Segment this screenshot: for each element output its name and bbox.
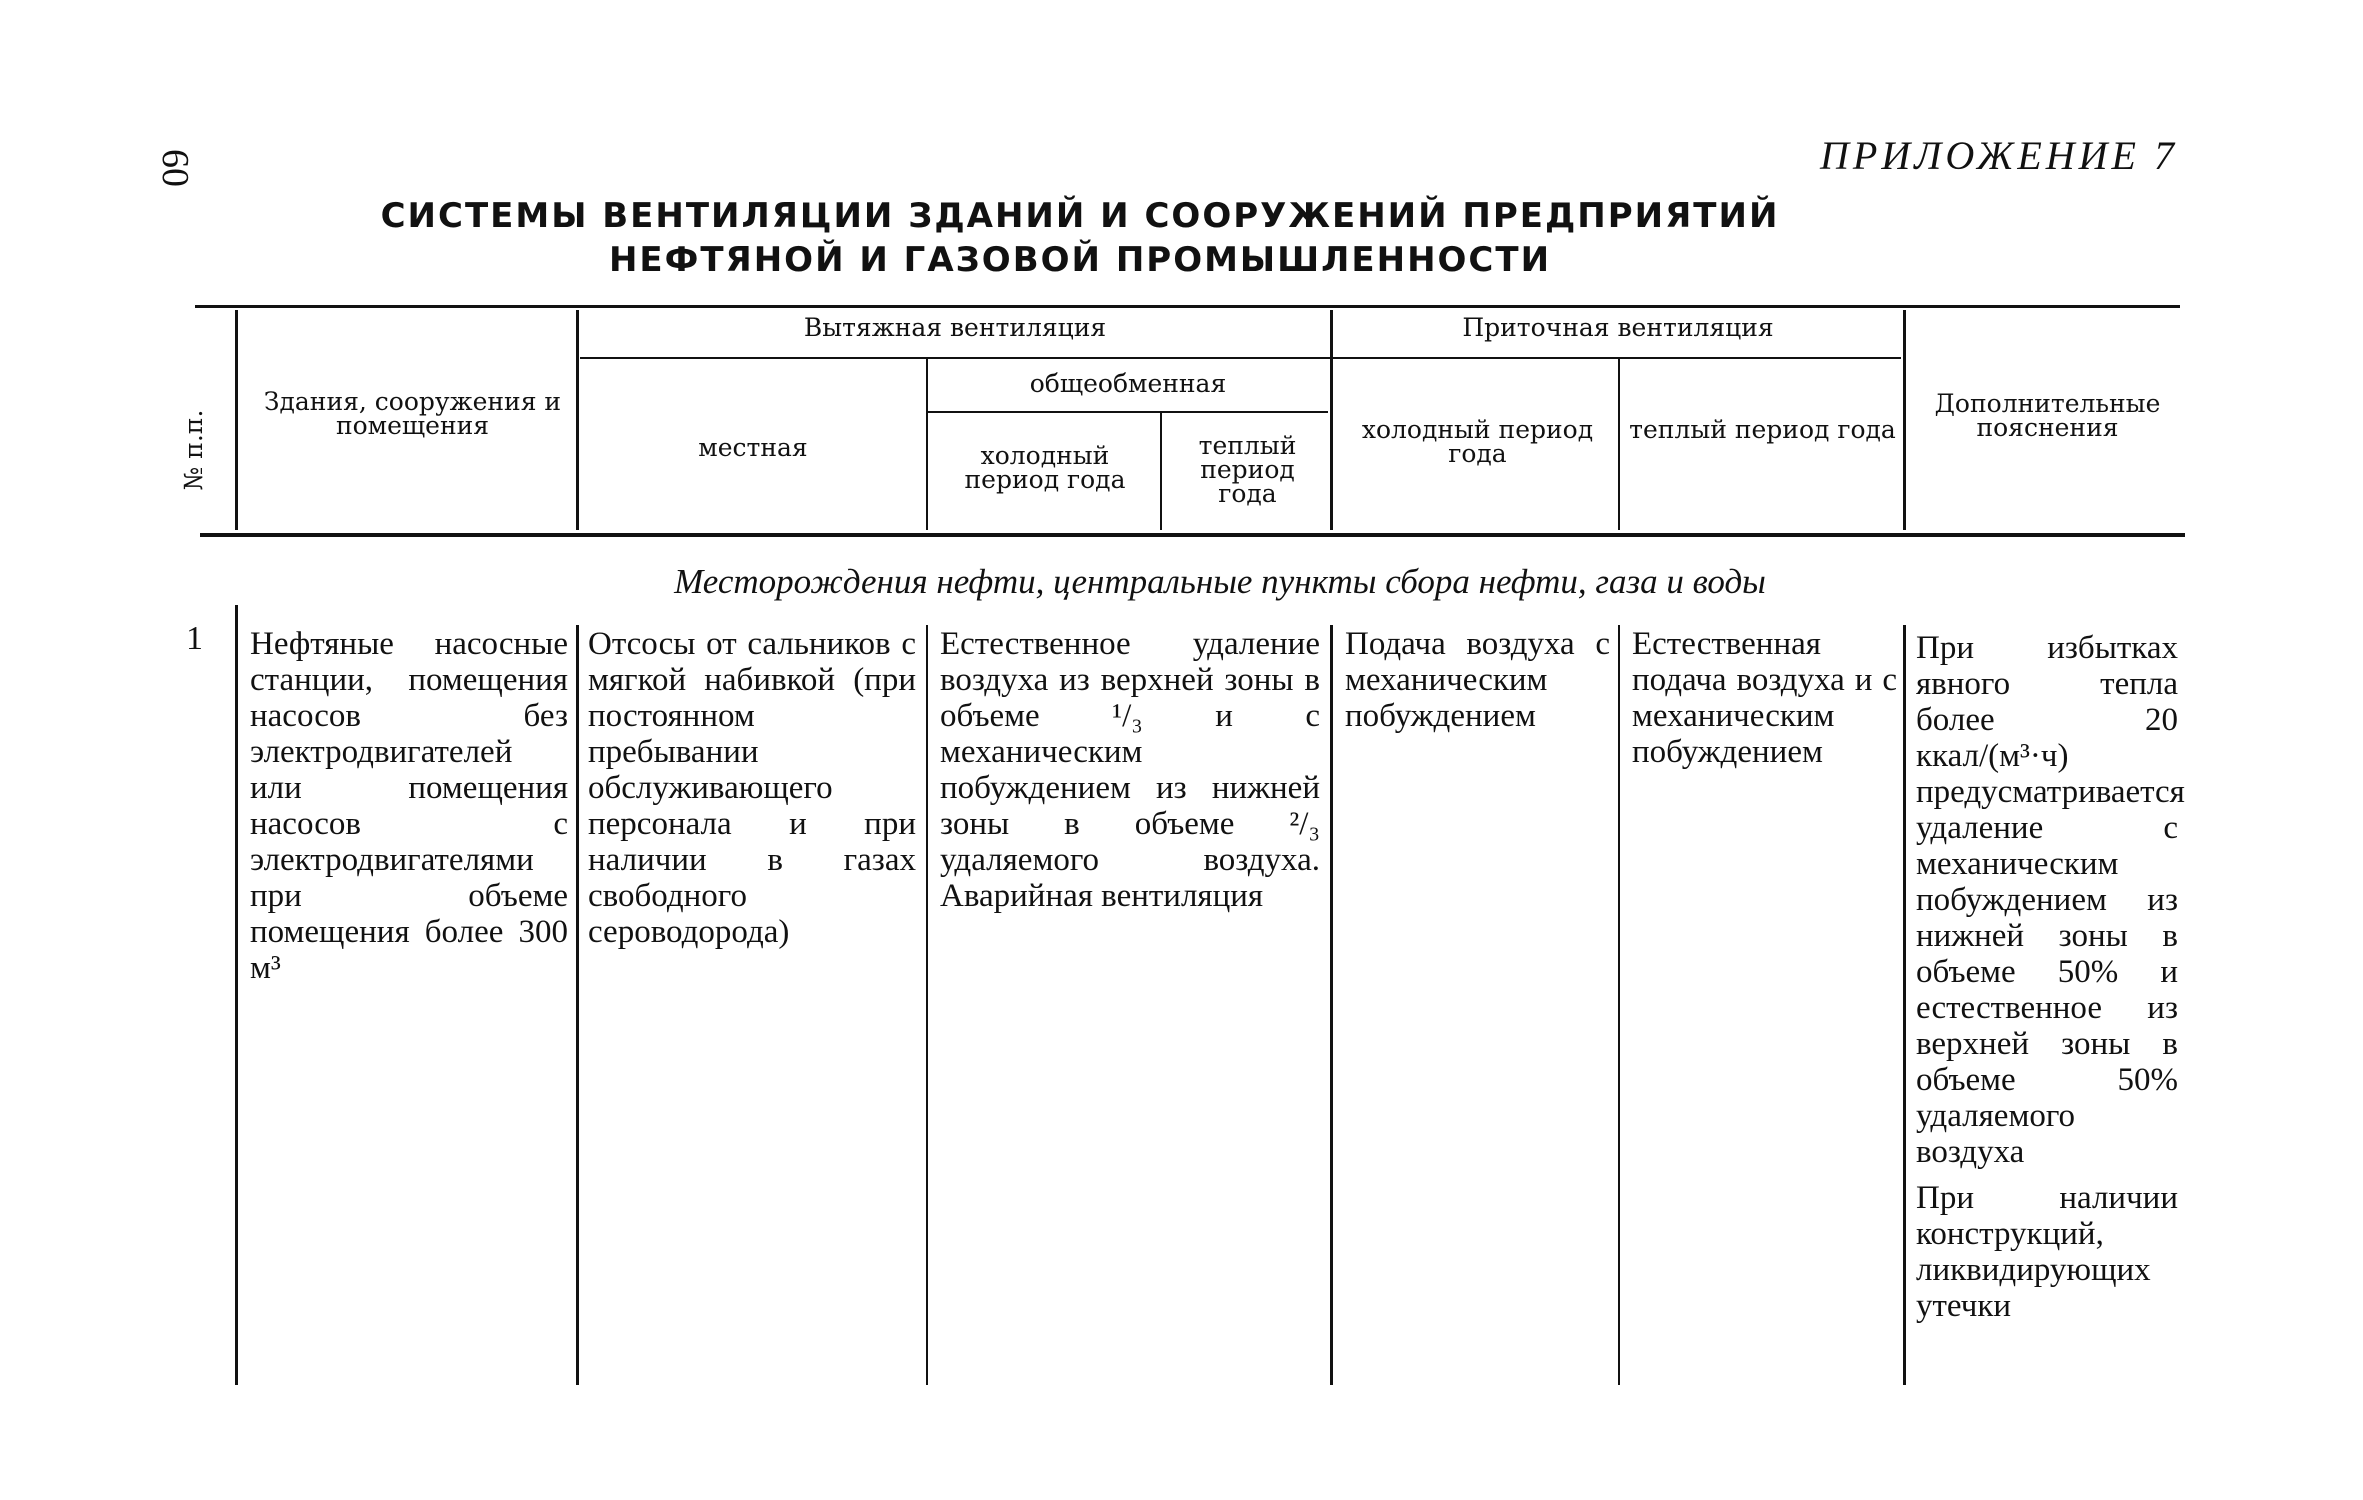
title-line-1: СИСТЕМЫ ВЕНТИЛЯЦИИ ЗДАНИЙ И СООРУЖЕНИЙ ПРЕДПРИЯТИЙ [380,196,1780,236]
col-divider-6-body [1618,625,1620,1385]
col-divider-5-header [1330,310,1333,530]
supply-subheader-rule [1333,357,1901,359]
row-number: 1 [186,620,203,657]
cell-notes-1: При избытках явного тепла более 20 ккал/(м³·ч) предусматривается удаление с механическим побуждением из нижней зоны в объеме 50% и естественное из верхней зоны в объеме 50% удаляемого воздуха [1916,630,2185,1170]
cell-general-exhaust: Естественное удаление воздуха из верхней зоны в объеме ¹/₃ и с механическим побуждением из нижней зоны в объеме ²/₃ удаляемого воздуха. Аварийная вентиляция [940,626,1320,914]
col-divider-6-header [1618,359,1620,530]
header-exhaust-warm: теплый период года [1198,431,1297,508]
col-divider-5-body [1330,625,1333,1385]
header-num: № п.п. [179,409,208,491]
header-notes: Дополнительные пояснения [1934,389,2161,442]
col-divider-2-header [576,310,579,530]
header-exhaust-cold: холодный период года [964,441,1126,494]
col-divider-7-body [1903,625,1906,1385]
exhaust-subheader-rule [580,357,1330,359]
cell-notes-2: При наличии конструкций, ликвидирующих утечки [1916,1180,2178,1324]
col-divider-7-header [1903,310,1906,530]
header-supply: Приточная вентиляция [1462,313,1774,342]
title-line-2: НЕФТЯНОЙ И ГАЗОВОЙ ПРОМЫШЛЕННОСТИ [608,240,1552,280]
col-divider-1-body [235,605,238,1385]
col-divider-3-body [926,625,928,1385]
header-exhaust: Вытяжная вентиляция [803,313,1107,342]
cell-building: Нефтяные насосные станции, помещения насосов без электродвигателей или помещения насосов с электродвигателями при объеме помещения более 300 м³ [250,626,568,986]
header-building: Здания, сооружения и помещения [263,387,562,440]
table-top-rule [195,305,2180,308]
col-divider-1-header [235,310,238,530]
cell-supply-warm: Естественная подача воздуха и с механическим побуждением [1632,626,1897,770]
header-supply-warm: теплый период года [1629,415,1896,444]
table-header-bottom-rule [200,533,2185,537]
col-divider-2-body [576,625,579,1385]
section-title: Месторождения нефти, центральные пункты сбора нефти, газа и воды [674,562,1766,601]
page-number: 60 [154,149,196,187]
header-general: общеобменная [1029,369,1227,398]
header-local: местная [698,433,808,462]
col-divider-4-header [1160,413,1162,530]
general-subheader-rule [928,411,1328,413]
appendix-label: ПРИЛОЖЕНИЕ 7 [1820,133,2178,178]
header-supply-cold: холодный период года [1361,415,1594,468]
cell-local-exhaust: Отсосы от сальников с мягкой набивкой (при постоянном пребывании обслуживающего персонала и при наличии в газах свободного сероводорода) [588,626,916,950]
cell-supply-cold: Подача воздуха с механическим побуждением [1345,626,1610,734]
